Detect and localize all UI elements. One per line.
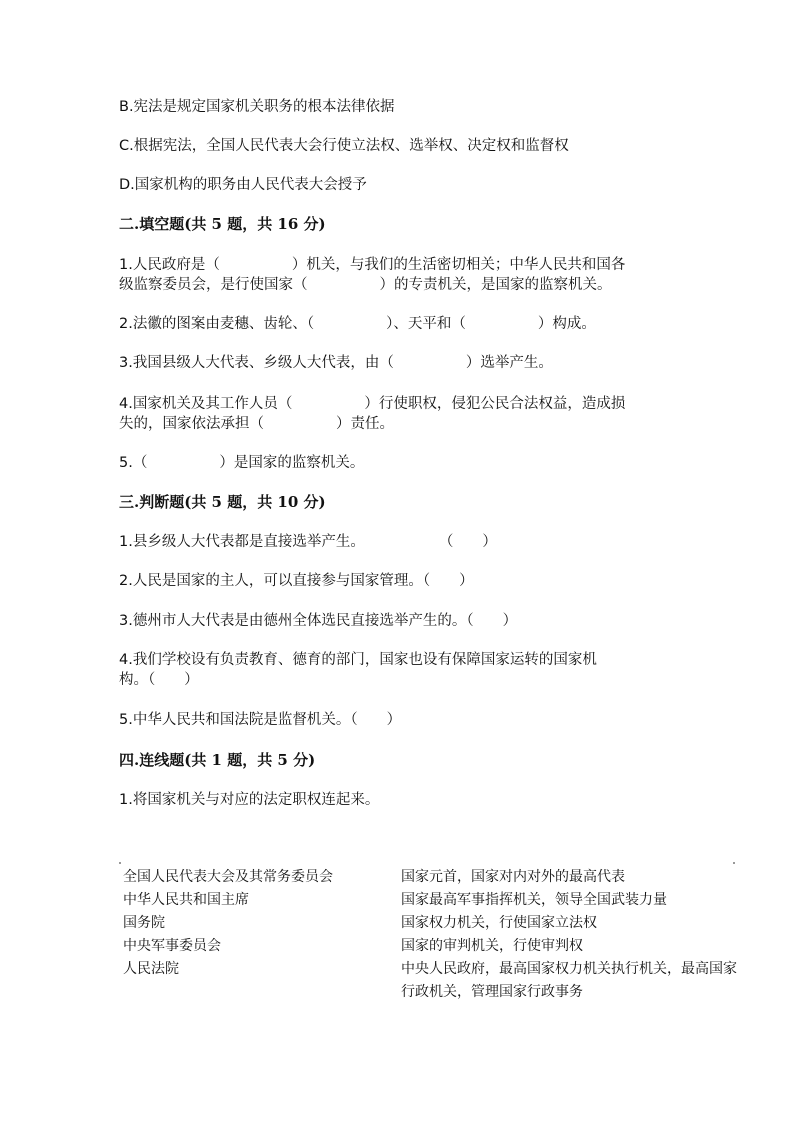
match-section-heading: 四.连线题(共 1 题，共 5 分)	[119, 751, 316, 769]
fill-q1-text-d: ）的专责机关，是国家的监察机关。	[379, 277, 612, 293]
fill-q2	[119, 314, 596, 334]
judge-q2: 2.人民是国家的主人，可以直接参与国家管理。（ ）	[119, 573, 474, 589]
fill-q2-text-a: 2.法徽的图案由麦穗、齿轮、（	[119, 316, 315, 332]
option-d: D.国家机构的职务由人民代表大会授予	[119, 177, 367, 193]
fill-q2-text-c: ）构成。	[537, 316, 596, 332]
table-corner-mark	[119, 862, 121, 864]
fill-q4-line1	[119, 394, 625, 414]
fill-q4-text-a: 4.国家机关及其工作人员（	[119, 396, 293, 412]
organ-item: 人民法院	[123, 961, 179, 977]
fill-q4-line2	[119, 414, 394, 434]
power-item: 中央人民政府，最高国家权力机关执行机关，最高国家行政机关，管理国家行政事务	[401, 961, 737, 1000]
judge-section-heading: 三.判断题(共 5 题，共 10 分)	[119, 493, 326, 511]
fill-q1-line1	[119, 255, 625, 275]
judge-q4-line1: 4.我们学校设有负责教育、德育的部门，国家也设有保障国家运转的国家机	[119, 652, 597, 668]
fill-q3-text-a: 3.我国县级人大代表、乡级人大代表，由（	[119, 355, 394, 371]
organ-item: 国务院	[123, 915, 165, 931]
judge-q3: 3.德州市人大代表是由德州全体选民直接选举产生的。（ ）	[119, 613, 518, 629]
power-item: 国家的审判机关，行使审判权	[401, 938, 583, 954]
organ-item: 中央军事委员会	[123, 938, 221, 954]
judge-q1-paren: （ ）	[438, 534, 497, 550]
match-instruction: 1.将国家机关与对应的法定职权连起来。	[119, 792, 380, 808]
fill-q2-text-b: ）、天平和（	[386, 316, 466, 332]
fill-q4-text-d: ）责任。	[336, 416, 394, 432]
judge-q5: 5.中华人民共和国法院是监督机关。（ ）	[119, 712, 402, 728]
fill-q3-text-b: ）选举产生。	[465, 355, 553, 371]
fill-q5-text-a: 5.（	[119, 455, 148, 471]
fill-q1-text-a: 1.人民政府是（	[119, 257, 220, 273]
organ-item: 全国人民代表大会及其常务委员会	[123, 869, 333, 885]
option-b: B.宪法是规定国家机关职务的根本法律依据	[119, 99, 395, 115]
fill-q5-text-b: ）是国家的监察机关。	[219, 455, 365, 471]
power-item: 国家元首，国家对内对外的最高代表	[401, 869, 625, 885]
fill-q4-text-b: ）行使职权，侵犯公民合法权益，造成损	[364, 396, 626, 412]
power-item: 国家权力机关，行使国家立法权	[401, 915, 597, 931]
organ-column	[123, 866, 333, 981]
judge-q1-text: 1.县乡级人大代表都是直接选举产生。	[119, 534, 365, 550]
power-column	[401, 866, 741, 1004]
organ-item: 中华人民共和国主席	[123, 892, 249, 908]
judge-q4-line2: 构。（ ）	[119, 672, 199, 688]
power-item: 国家最高军事指挥机关，领导全国武装力量	[401, 892, 667, 908]
option-c: C.根据宪法，全国人民代表大会行使立法权、选举权、决定权和监督权	[119, 138, 569, 154]
fill-section-heading: 二.填空题(共 5 题，共 16 分)	[119, 215, 326, 233]
fill-q1-text-c: 级监察委员会，是行使国家（	[119, 277, 308, 293]
matching-table	[119, 862, 735, 1004]
fill-q4-text-c: 失的，国家依法承担（	[119, 416, 264, 432]
fill-q3	[119, 353, 553, 373]
table-corner-mark	[733, 862, 735, 864]
judge-q1	[119, 532, 497, 552]
fill-q1-line2	[119, 275, 612, 295]
fill-q1-text-b: ）机关，与我们的生活密切相关；中华人民共和国各	[291, 257, 626, 273]
fill-q5	[119, 453, 364, 473]
